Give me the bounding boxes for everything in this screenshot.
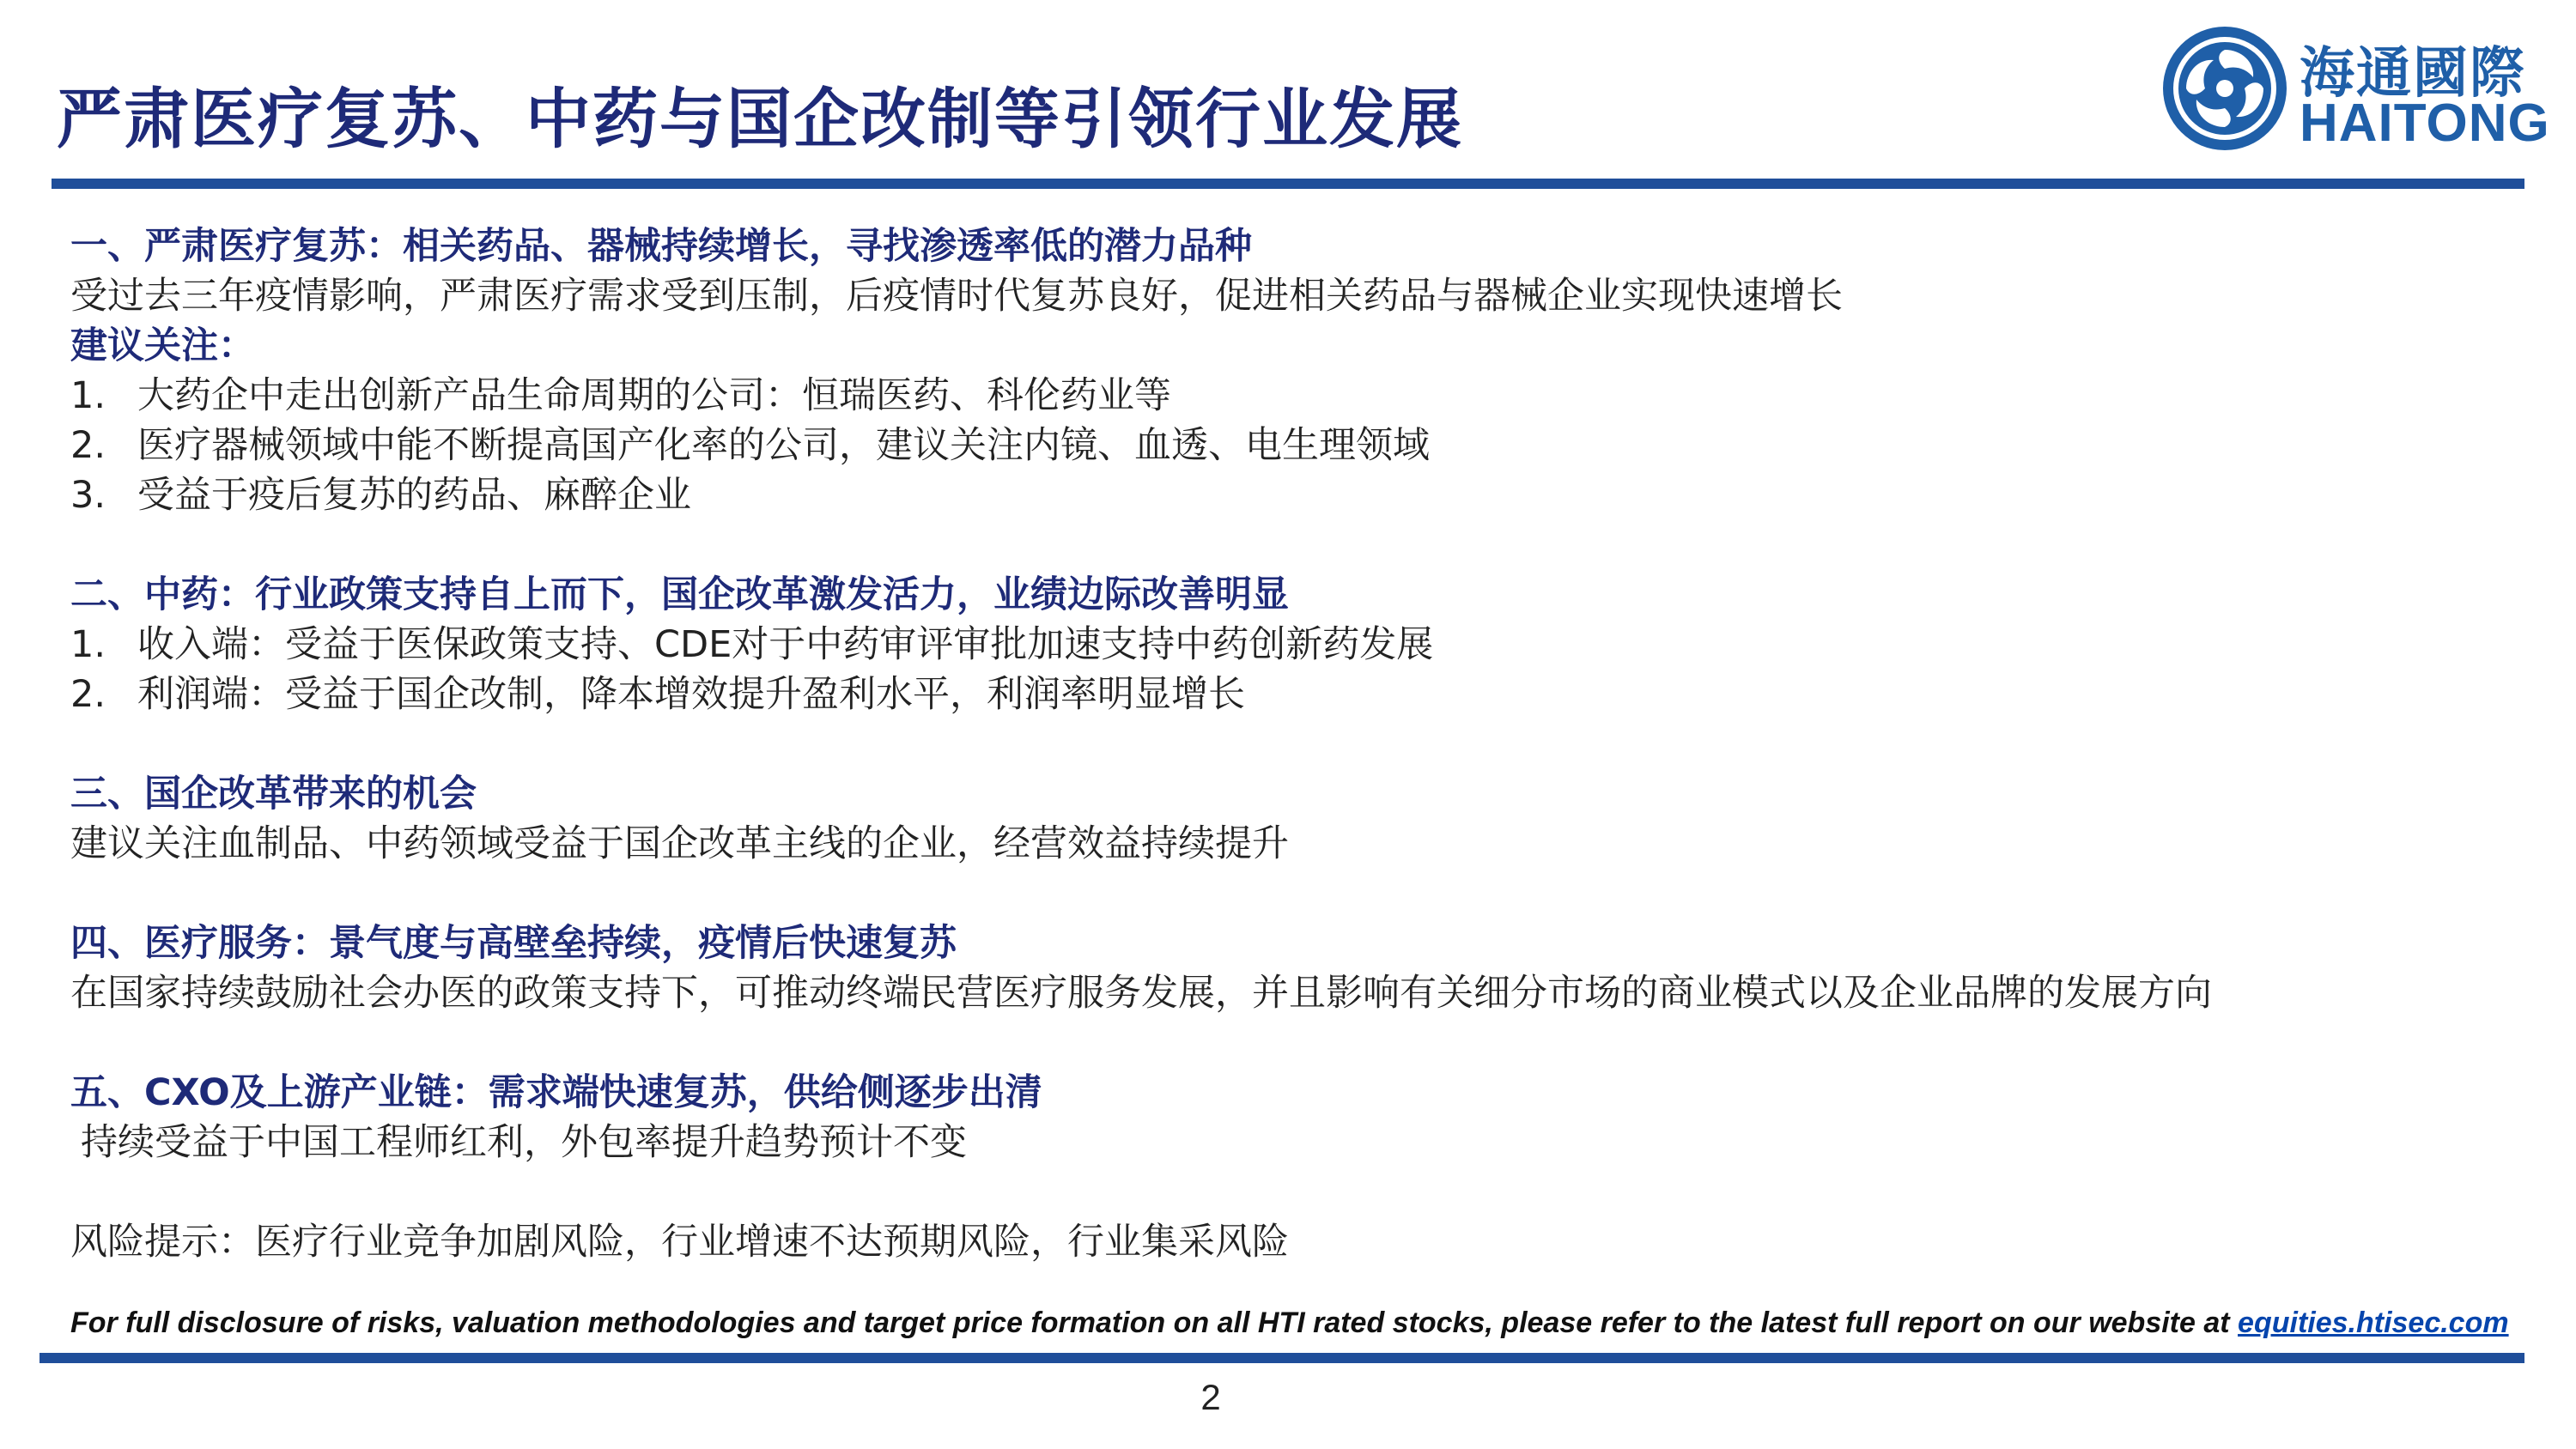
section-3-heading: 三、国企改革带来的机会 — [70, 773, 477, 815]
spacer — [70, 869, 2526, 919]
section-3-text: 建议关注血制品、中药领域受益于国企改革主线的企业，经营效益持续提升 — [70, 822, 1289, 865]
list-item-number: 1. — [70, 623, 106, 666]
disclaimer-text: For full disclosure of risks, valuation methodologies and target price formation on all HTI rated stocks, please refer to the latest full report on our website at — [70, 1307, 2239, 1339]
spacer — [70, 1167, 2526, 1217]
list-item-text: 大药企中走出创新产品生命周期的公司：恒瑞医药、科伦药业等 — [137, 374, 1171, 417]
risk-warning: 风险提示：医疗行业竞争加剧风险，行业增速不达预期风险，行业集采风险 — [70, 1221, 1289, 1264]
section-5-text: 持续受益于中国工程师红利，外包率提升趋势预计不变 — [81, 1121, 967, 1164]
list-item-number: 3. — [70, 474, 106, 517]
logo-english-text: HAITONG — [2300, 94, 2550, 153]
list-item-number: 2. — [70, 424, 106, 467]
haitong-logo-icon — [2160, 24, 2289, 153]
slide-body — [70, 221, 2526, 1267]
section-1-text: 受过去三年疫情影响，严肃医疗需求受到压制，后疫情时代复苏良好，促进相关药品与器械企业实现快速增长 — [70, 275, 1843, 318]
list-item-text: 受益于疫后复苏的药品、麻醉企业 — [137, 474, 691, 517]
footer-divider — [39, 1353, 2524, 1363]
list-item — [70, 620, 2526, 670]
list-item — [70, 470, 2526, 520]
section-4-heading: 四、医疗服务：景气度与高壁垒持续，疫情后快速复苏 — [70, 922, 957, 965]
disclaimer — [70, 1307, 2509, 1340]
section-2-heading: 二、中药：行业政策支持自上而下，国企改革激发活力，业绩边际改善明显 — [70, 573, 1289, 616]
list-item-number: 1. — [70, 374, 106, 417]
spacer — [70, 520, 2526, 570]
title-divider — [52, 179, 2524, 189]
page-number: 2 — [1200, 1377, 1221, 1417]
haitong-logo — [2160, 24, 2550, 153]
list-item-text: 医疗器械领域中能不断提高国产化率的公司，建议关注内镜、血透、电生理领域 — [137, 424, 1430, 467]
section-1-subheading: 建议关注： — [70, 324, 255, 367]
list-item-text: 利润端：受益于国企改制，降本增效提升盈利水平，利润率明显增长 — [137, 673, 1245, 716]
logo-chinese-text: 海通國際 — [2300, 42, 2526, 106]
section-4-text: 在国家持续鼓励社会办医的政策支持下，可推动终端民营医疗服务发展，并且影响有关细分市场的商业模式以及企业品牌的发展方向 — [70, 972, 2212, 1015]
list-item-text: 收入端：受益于医保政策支持、CDE对于中药审评审批加速支持中药创新药发展 — [137, 623, 1434, 666]
section-5-heading: 五、CXO及上游产业链：需求端快速复苏，供给侧逐步出清 — [70, 1071, 1042, 1114]
section-1-heading: 一、严肃医疗复苏：相关药品、器械持续增长，寻找渗透率低的潜力品种 — [70, 225, 1252, 268]
website-link[interactable]: equities.htisec.com — [2238, 1307, 2509, 1339]
spacer — [70, 719, 2526, 769]
list-item-number: 2. — [70, 673, 106, 716]
page-title: 严肃医疗复苏、中药与国企改制等引领行业发展 — [57, 81, 1463, 157]
list-item — [70, 670, 2526, 719]
list-item — [70, 371, 2526, 421]
list-item — [70, 421, 2526, 470]
spacer — [70, 1018, 2526, 1068]
